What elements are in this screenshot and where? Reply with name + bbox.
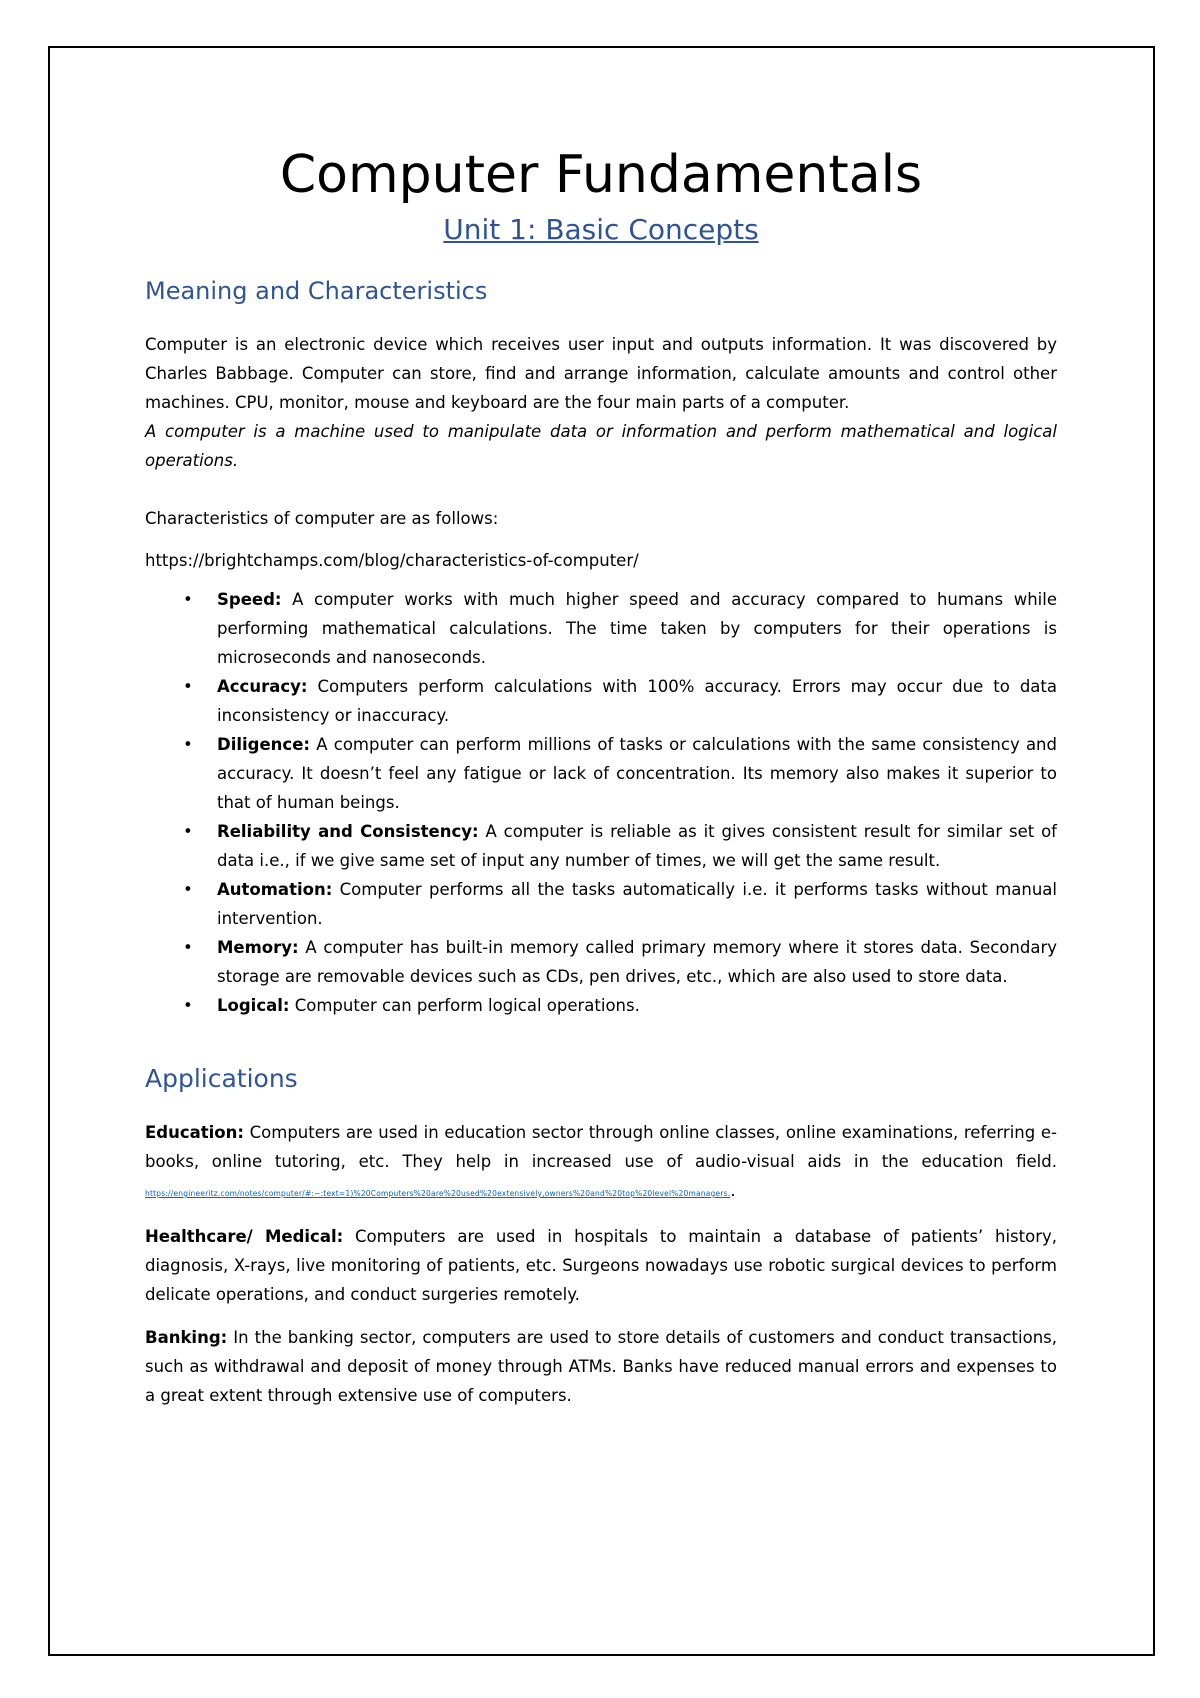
bullet-icon: •: [183, 880, 193, 899]
document-body: [145, 140, 1057, 1410]
item-text: Computer can perform logical operations.: [289, 996, 640, 1015]
list-item: [145, 817, 1057, 875]
list-item: [145, 672, 1057, 730]
bullet-icon: •: [183, 735, 193, 754]
education-text: Computers are used in education sector through online classes, online examinations, referring e-books, online tutoring, etc. They help in increased use of audio-visual aids in the education field.: [145, 1123, 1057, 1171]
item-term: Logical:: [217, 996, 290, 1015]
item-text: A computer is reliable as it gives consistent result for similar set of data i.e., if we give same set of input any number of times, we will get the same result.: [217, 822, 1057, 870]
definition-paragraph: A computer is a machine used to manipulate data or information and perform mathematical and logical operations.: [145, 422, 1057, 470]
section-heading-applications: Applications: [145, 1064, 298, 1093]
item-term: Diligence:: [217, 735, 310, 754]
bullet-icon: •: [183, 996, 193, 1015]
item-term: Automation:: [217, 880, 333, 899]
education-link-period: .: [730, 1181, 736, 1200]
banking-paragraph: [145, 1323, 1057, 1410]
education-source-link[interactable]: https://engineeritz.com/notes/computer/#:~:text=1)%20Computers%20are%20used%20extensively,owners%20and%20top%20level%20managers.: [145, 1189, 731, 1198]
item-text: Computer performs all the tasks automatically i.e. it performs tasks without manual intervention.: [217, 880, 1057, 928]
item-text: A computer works with much higher speed and accuracy compared to humans while performing mathematical calculations. The time taken by computers for their operations is microseconds and nanoseconds.: [217, 590, 1057, 667]
characteristics-list: [145, 585, 1057, 1020]
bullet-icon: •: [183, 677, 193, 696]
list-item: [145, 991, 1057, 1020]
bullet-icon: •: [183, 590, 193, 609]
document-title: Computer Fundamentals: [279, 145, 923, 205]
intro-paragraph: Computer is an electronic device which receives user input and outputs information. It was discovered by Charles Babbage. Computer can store, find and arrange information, calculate amounts and control other machines. CPU, monitor, mouse and keyboard are the four main parts of a computer.: [145, 335, 1057, 412]
item-text: A computer can perform millions of tasks or calculations with the same consistency and accuracy. It doesn’t feel any fatigue or lack of concentration. Its memory also makes it superior to that of human beings.: [217, 735, 1057, 812]
healthcare-text: Computers are used in hospitals to maintain a database of patients’ history, diagnosis, X-rays, live monitoring of patients, etc. Surgeons nowadays use robotic surgical devices to perform delicate operations, and conduct surgeries remotely.: [145, 1227, 1057, 1304]
item-text: A computer has built-in memory called primary memory where it stores data. Secondary storage are removable devices such as CDs, pen drives, etc., which are also used to store data.: [217, 938, 1057, 986]
list-item: [145, 730, 1057, 817]
source-url: https://brightchamps.com/blog/characteristics-of-computer/: [145, 551, 639, 570]
document-subtitle: Unit 1: Basic Concepts: [443, 213, 759, 246]
banking-term: Banking:: [145, 1328, 228, 1347]
item-term: Memory:: [217, 938, 299, 957]
education-paragraph: [145, 1118, 1057, 1208]
healthcare-term: Healthcare/ Medical:: [145, 1227, 344, 1246]
banking-text: In the banking sector, computers are used to store details of customers and conduct transactions, such as withdrawal and deposit of money through ATMs. Banks have reduced manual errors and expenses to a great extent through extensive use of computers.: [145, 1328, 1057, 1405]
education-term: Education:: [145, 1123, 244, 1142]
section-heading-meaning: Meaning and Characteristics: [145, 277, 488, 305]
list-item: [145, 585, 1057, 672]
item-term: Speed:: [217, 590, 282, 609]
bullet-icon: •: [183, 822, 193, 841]
item-text: Computers perform calculations with 100% accuracy. Errors may occur due to data inconsistency or inaccuracy.: [217, 677, 1057, 725]
healthcare-paragraph: [145, 1222, 1057, 1309]
item-term: Accuracy:: [217, 677, 308, 696]
list-item: [145, 933, 1057, 991]
list-item: [145, 875, 1057, 933]
bullet-icon: •: [183, 938, 193, 957]
item-term: Reliability and Consistency:: [217, 822, 479, 841]
characteristics-intro: Characteristics of computer are as follows:: [145, 509, 499, 528]
